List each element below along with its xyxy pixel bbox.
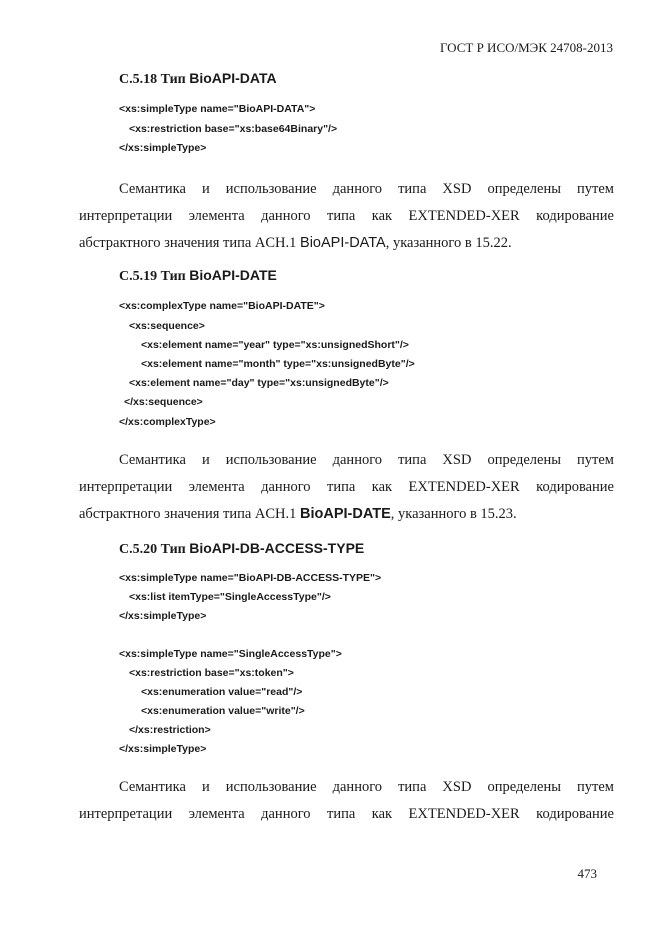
section-heading-c5-20 — [119, 540, 364, 558]
paragraph-line: Семантика и использование данного типа XSD определены путем — [119, 452, 614, 468]
code-line: </xs:simpleType> — [119, 610, 207, 622]
type-reference: BioAPI-DATA — [300, 235, 386, 251]
heading-type-name: BioAPI-DATA — [189, 70, 277, 86]
paragraph-line: абстрактного значения типа ACH.1 BioAPI-DATE, указанного в 15.23. — [79, 506, 517, 522]
code-line: <xs:simpleType name="SingleAccessType"> — [119, 648, 342, 660]
code-line: <xs:element name="month" type="xs:unsignedByte"/> — [141, 358, 415, 370]
code-line: </xs:restriction> — [129, 724, 211, 736]
heading-prefix: С.5.20 Тип — [119, 542, 190, 557]
paragraph-line: абстрактного значения типа ACH.1 BioAPI-DATA, указанного в 15.22. — [79, 235, 512, 251]
paragraph-line: Семантика и использование данного типа XSD определены путем — [119, 779, 614, 795]
code-line: <xs:simpleType name="BioAPI-DB-ACCESS-TYPE"> — [119, 572, 382, 584]
paragraph-line: интерпретации элемента данного типа как EXTENDED-XER кодирование — [79, 479, 614, 495]
heading-prefix: С.5.18 Тип — [119, 72, 190, 87]
code-line: <xs:simpleType name="BioAPI-DATA"> — [119, 103, 316, 115]
code-line: </xs:simpleType> — [119, 142, 207, 154]
section-heading-c5-18 — [119, 70, 277, 88]
code-line: <xs:restriction base="xs:token"> — [129, 667, 294, 679]
heading-type-name: BioAPI-DB-ACCESS-TYPE — [189, 540, 365, 556]
page-number: 473 — [577, 866, 597, 881]
paragraph-line: интерпретации элемента данного типа как EXTENDED-XER кодирование — [79, 208, 614, 224]
paragraph-line: Семантика и использование данного типа XSD определены путем — [119, 181, 614, 197]
code-line: <xs:list itemType="SingleAccessType"/> — [129, 591, 331, 603]
heading-type-name: BioAPI-DATE — [189, 267, 277, 283]
code-line: </xs:sequence> — [124, 396, 203, 408]
heading-prefix: С.5.19 Тип — [119, 269, 190, 284]
code-line: <xs:enumeration value="read"/> — [141, 686, 303, 698]
code-line: <xs:complexType name="BioAPI-DATE"> — [119, 300, 325, 312]
code-line: <xs:sequence> — [129, 320, 205, 332]
code-line: </xs:complexType> — [119, 416, 216, 428]
paragraph-line: интерпретации элемента данного типа как EXTENDED-XER кодирование — [79, 806, 614, 822]
document-header: ГОСТ Р ИСО/МЭК 24708-2013 — [439, 40, 613, 55]
section-heading-c5-19 — [119, 267, 277, 285]
code-line: <xs:element name="year" type="xs:unsignedShort"/> — [141, 339, 409, 351]
type-reference: BioAPI-DATE — [300, 506, 391, 522]
code-line: </xs:simpleType> — [119, 743, 207, 755]
code-line: <xs:restriction base="xs:base64Binary"/> — [129, 123, 338, 135]
code-line: <xs:enumeration value="write"/> — [141, 705, 305, 717]
code-line: <xs:element name="day" type="xs:unsignedByte"/> — [129, 377, 389, 389]
